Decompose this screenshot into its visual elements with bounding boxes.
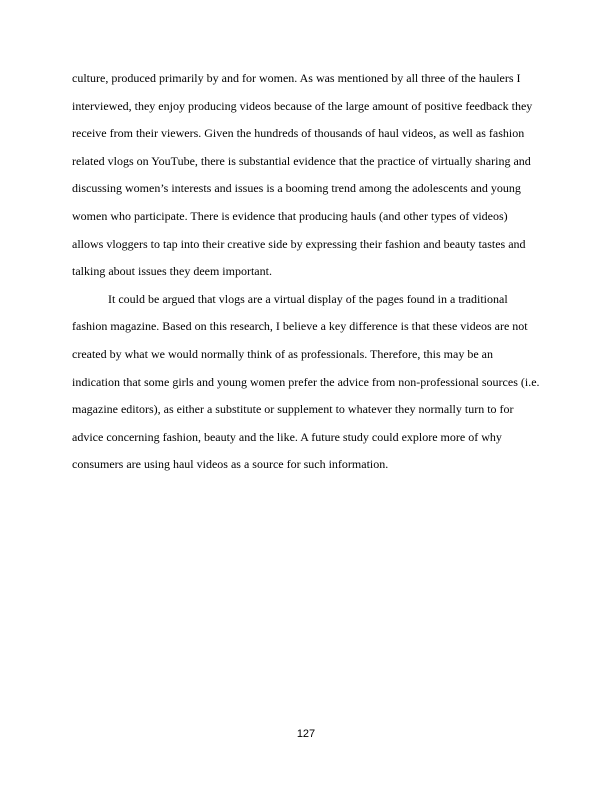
text-line: receive from their viewers. Given the hundreds of thousands of haul videos, as well as fashion (72, 126, 525, 141)
text-line: discussing women’s interests and issues is a booming trend among the adolescents and young (72, 181, 521, 196)
text-line: women who participate. There is evidence that producing hauls (and other types of videos) (72, 208, 508, 223)
text-line: culture, produced primarily by and for women. As was mentioned by all three of the haulers I (72, 71, 521, 85)
text-line: created by what we would normally think of as professionals. Therefore, this may be an (72, 346, 493, 361)
text-line: indication that some girls and young women prefer the advice from non-professional sources (i.e. (72, 374, 540, 389)
text-line: It could be argued that vlogs are a virtual display of the pages found in a traditional (108, 291, 508, 306)
paragraph-2 (72, 289, 540, 482)
text-line: advice concerning fashion, beauty and the like. A future study could explore more of why (72, 429, 502, 444)
paragraph-1 (72, 68, 540, 289)
body-text (72, 68, 540, 482)
text-line: talking about issues they deem important. (72, 264, 272, 279)
text-line: interviewed, they enjoy producing videos because of the large amount of positive feedback they (72, 98, 533, 113)
page-number: 127 (296, 728, 316, 740)
text-line: fashion magazine. Based on this research, I believe a key difference is that these videos are not (72, 319, 528, 334)
text-line: allows vloggers to tap into their creative side by expressing their fashion and beauty tastes and (72, 236, 526, 251)
text-line: consumers are using haul videos as a source for such information. (72, 457, 389, 472)
text-line: related vlogs on YouTube, there is substantial evidence that the practice of virtually sharing and (72, 153, 531, 168)
text-line: magazine editors), as either a substitute or supplement to whatever they normally turn to for (72, 402, 514, 417)
